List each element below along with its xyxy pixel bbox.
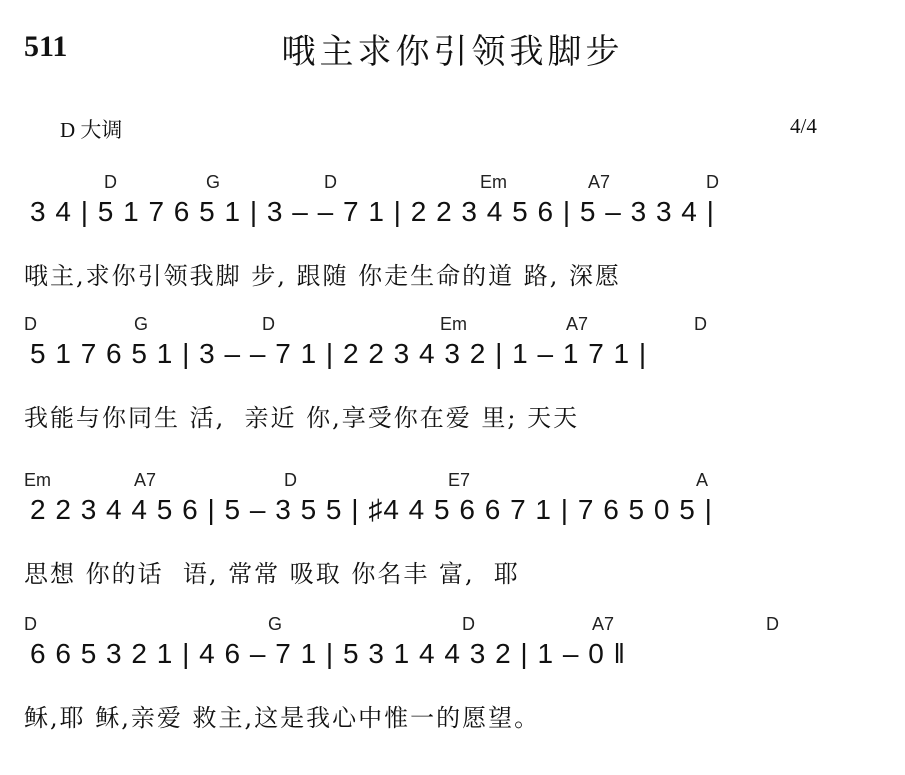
- chord-symbol: A7: [134, 470, 157, 490]
- chord-symbol: A7: [566, 314, 589, 334]
- chord-symbol: D: [694, 314, 707, 334]
- chord-symbol: G: [268, 614, 283, 634]
- chord-symbol: E7: [448, 470, 471, 490]
- chord-symbol: Em: [24, 470, 51, 490]
- chord-symbol: A7: [588, 172, 611, 192]
- time-signature: 4/4: [790, 114, 817, 138]
- chord-symbol: D: [104, 172, 117, 192]
- lyrics-row: 哦主,求你引领我脚 步, 跟随 你走生命的道 路, 深愿: [24, 262, 622, 290]
- chord-symbol: D: [324, 172, 337, 192]
- chord-symbol: Em: [440, 314, 467, 334]
- notation-row: 5 1 7 6 5 1 | 3 – – 7 1 | 2 2 3 4 3 2 | 1 – 1 7 1 |: [30, 338, 648, 369]
- chord-row: [0, 172, 905, 194]
- chord-symbol: D: [24, 314, 37, 334]
- chord-symbol: D: [24, 614, 37, 634]
- notation-row: 6 6 5 3 2 1 | 4 6 – 7 1 | 5 3 1 4 4 3 2 | 1 – 0 ‖: [30, 638, 627, 669]
- chord-row: [0, 314, 905, 336]
- chord-symbol: D: [284, 470, 297, 490]
- chord-symbol: D: [262, 314, 275, 334]
- lyrics-row: 思想 你的话 语, 常常 吸取 你名丰 富, 耶: [24, 560, 520, 588]
- notation-row: 2 2 3 4 4 5 6 | 5 – 3 5 5 | ♯4 4 5 6 6 7 1 | 7 6 5 0 5 |: [30, 494, 713, 525]
- chord-symbol: A7: [592, 614, 615, 634]
- lyrics-row: 稣,耶 稣,亲爱 救主,这是我心中惟一的愿望。: [24, 704, 541, 732]
- chord-symbol: G: [206, 172, 221, 192]
- chord-symbol: Em: [480, 172, 507, 192]
- hymn-number: 511: [24, 30, 68, 63]
- chord-row: [0, 470, 905, 492]
- hymn-title: 哦主求你引领我脚步: [281, 32, 624, 72]
- chord-symbol: D: [766, 614, 779, 634]
- key-signature: D 大调: [60, 118, 123, 142]
- chord-symbol: A: [696, 470, 709, 490]
- notation-row: 3 4 | 5 1 7 6 5 1 | 3 – – 7 1 | 2 2 3 4 5 6 | 5 – 3 3 4 |: [30, 196, 715, 227]
- chord-row: [0, 614, 905, 636]
- chord-symbol: D: [706, 172, 719, 192]
- lyrics-row: 我能与你同生 活, 亲近 你,享受你在爱 里; 天天: [24, 404, 580, 432]
- chord-symbol: G: [134, 314, 149, 334]
- chord-symbol: D: [462, 614, 475, 634]
